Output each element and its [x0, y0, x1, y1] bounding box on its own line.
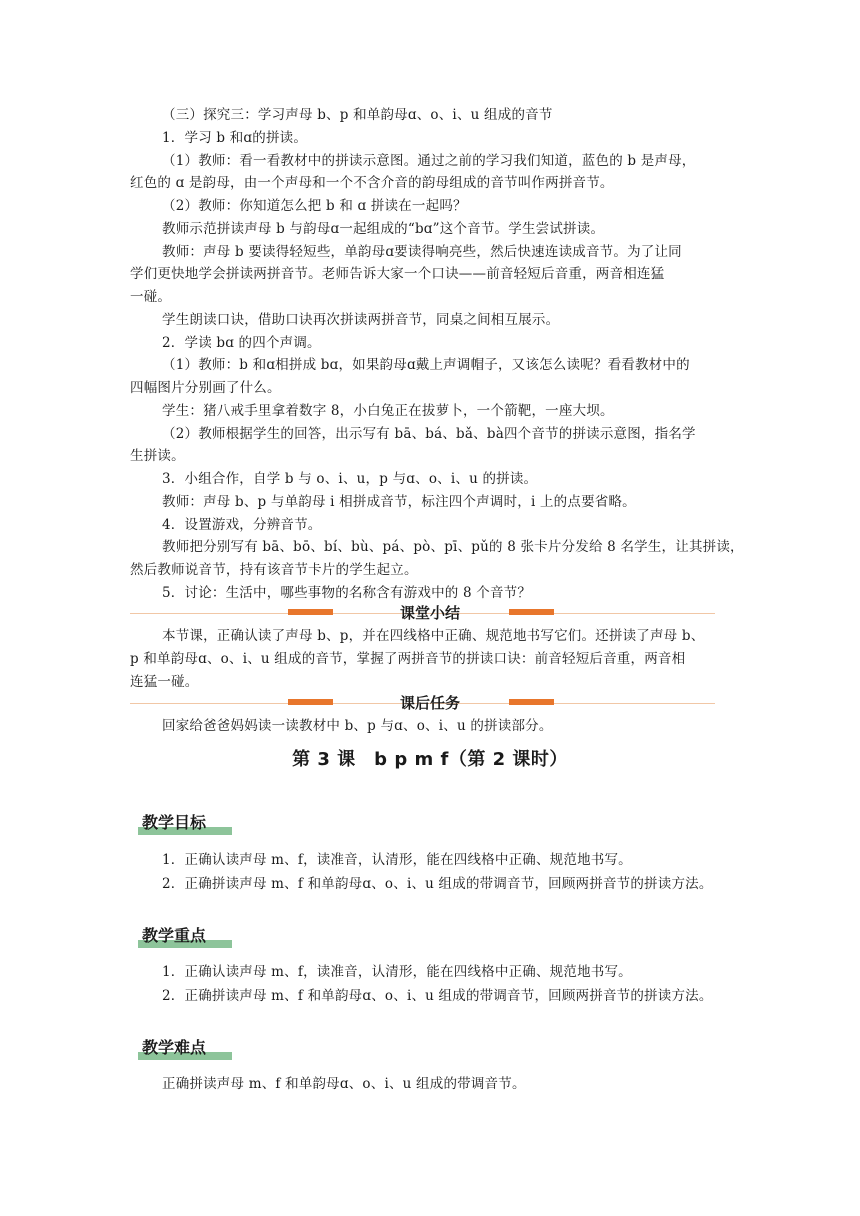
paragraph: 教师示范拼读声母 b 与韵母ɑ一起组成的“bɑ”这个音节。学生尝试拼读。 — [162, 221, 605, 237]
paragraph: 学生朗读口诀，借助口诀再次拼读两拼音节，同桌之间相互展示。 — [162, 312, 560, 328]
paragraph: 生拼读。 — [130, 448, 185, 464]
paragraph: 本节课，正确认读了声母 b、p，并在四线格中正确、规范地书写它们。还拼读了声母 b、 — [162, 628, 705, 644]
paragraph: （1）教师：b 和ɑ相拼成 bɑ，如果韵母ɑ戴上声调帽子，又该怎么读呢？看看教材中的 — [162, 357, 690, 373]
paragraph: 4．设置游戏，分辨音节。 — [162, 517, 322, 533]
paragraph: p 和单韵母ɑ、o、i、u 组成的音节，掌握了两拼音节的拼读口诀：前音轻短后音重，两音相 — [130, 651, 686, 667]
goal-item: 1．正确认读声母 m、f，读准音，认清形，能在四线格中正确、规范地书写。 — [162, 852, 632, 868]
paragraph: 然后教师说音节，持有该音节卡片的学生起立。 — [130, 562, 418, 578]
paragraph: 5．讨论：生活中，哪些事物的名称含有游戏中的 8 个音节？ — [162, 585, 532, 601]
goals-heading: 教学目标 — [142, 813, 207, 832]
difficulty-item: 正确拼读声母 m、f 和单韵母ɑ、o、i、u 组成的带调音节。 — [162, 1076, 526, 1092]
paragraph: 回家给爸爸妈妈读一读教材中 b、p 与ɑ、o、i、u 的拼读部分。 — [162, 718, 553, 734]
keypoints-heading: 教学重点 — [142, 926, 207, 945]
section3-heading: （三）探究三：学习声母 b、p 和单韵母ɑ、o、i、u 组成的音节 — [162, 107, 553, 123]
paragraph: 一碰。 — [130, 289, 172, 305]
paragraph: （1）教师：看一看教材中的拼读示意图。通过之前的学习我们知道，蓝色的 b 是声母， — [162, 153, 696, 169]
paragraph: 红色的 ɑ 是韵母，由一个声母和一个不含介音的韵母组成的音节叫作两拼音节。 — [130, 175, 614, 191]
summary-title: 课堂小结 — [399, 604, 460, 622]
paragraph: 1．学习 b 和ɑ的拼读。 — [162, 130, 308, 146]
paragraph: （2）教师根据学生的回答，出示写有 bā、bá、bǎ、bà四个音节的拼读示意图，指名学 — [162, 426, 696, 442]
keypoint-item: 2．正确拼读声母 m、f 和单韵母ɑ、o、i、u 组成的带调音节，回顾两拼音节的拼读方法。 — [162, 988, 713, 1004]
homework-title: 课后任务 — [399, 694, 460, 712]
goal-item: 2．正确拼读声母 m、f 和单韵母ɑ、o、i、u 组成的带调音节，回顾两拼音节的拼读方法。 — [162, 876, 713, 892]
paragraph: 教师：声母 b、p 与单韵母 i 相拼成音节，标注四个声调时，i 上的点要省略。 — [162, 494, 636, 510]
paragraph: 连猛一碰。 — [130, 674, 199, 690]
paragraph: 学们更快地学会拼读两拼音节。老师告诉大家一个口诀——前音轻短后音重，两音相连猛 — [130, 266, 665, 282]
lesson-title: 第 3 课 b p m f（第 2 课时） — [292, 749, 568, 770]
paragraph: 教师：声母 b 要读得轻短些，单韵母ɑ要读得响亮些，然后快速连读成音节。为了让同 — [162, 244, 682, 260]
paragraph: 四幅图片分别画了什么。 — [130, 380, 281, 396]
paragraph: （2）教师：你知道怎么把 b 和 ɑ 拼读在一起吗？ — [162, 198, 467, 214]
keypoint-item: 1．正确认读声母 m、f，读准音，认清形，能在四线格中正确、规范地书写。 — [162, 964, 632, 980]
paragraph: 3．小组合作，自学 b 与 o、i、u，p 与ɑ、o、i、u 的拼读。 — [162, 471, 538, 487]
paragraph: 学生：猪八戒手里拿着数字 8，小白兔正在拔萝卜，一个箭靶，一座大坝。 — [162, 403, 614, 419]
paragraph: 2．学读 bɑ 的四个声调。 — [162, 335, 321, 351]
difficulties-heading: 教学难点 — [142, 1038, 207, 1057]
paragraph: 教师把分别写有 bā、bō、bí、bù、pá、pò、pī、pǔ的 8 张卡片分发给 8 名学生，让其拼读， — [162, 539, 744, 555]
